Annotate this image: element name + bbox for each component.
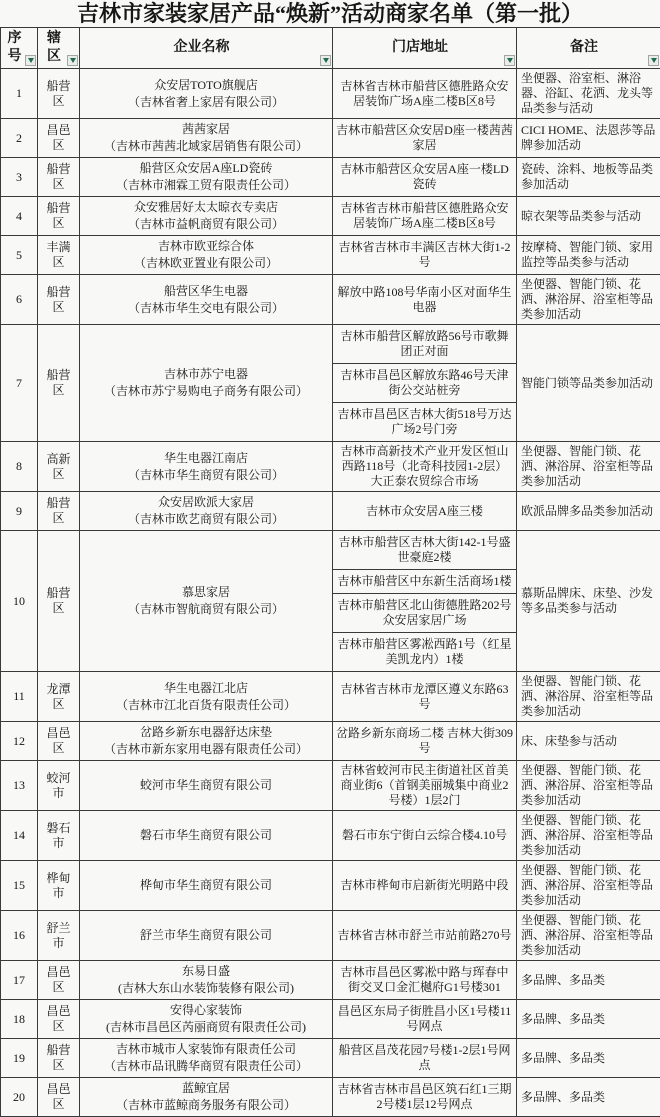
page-title: 吉林市家装家居产品“焕新”活动商家名单（第一批） [0,0,660,27]
cell-company [80,1039,333,1078]
cell-address: 吉林省吉林市船营区德胜路众安居装饰广场A座二楼B区8号 [333,197,517,236]
cell-address: 吉林省吉林市龙潭区遵义东路63号 [333,672,517,722]
company-legal-name: （吉林市新东家用电器有限责任公司） [83,741,329,758]
company-legal-name: （吉林市智航商贸有限公司） [83,601,329,618]
cell-remark: 多品牌、多品类 [517,961,660,1000]
cell-remark: 瓷砖、涂料、地板等品类参加活动 [517,158,660,197]
table-row [1,442,660,492]
table-row [1,325,660,364]
cell-company [80,197,333,236]
cell-address: 吉林市船营区中东新生活商场1楼 [333,570,517,594]
company-legal-name: （吉林市华生交电有限公司） [83,300,329,317]
cell-index: 15 [1,861,38,911]
company-store-name: 东易日盛 [83,963,329,980]
company-legal-name: （吉林市品讯腾华商贸有限责任公司） [83,1058,329,1075]
cell-company [80,158,333,197]
header-row [1,28,660,69]
cell-district: 丰满区 [38,236,80,275]
company-store-name: 众安居欧派大家居 [83,494,329,511]
cell-address: 吉林省吉林市丰满区吉林大街1-2号 [333,236,517,275]
col-header-district [38,28,80,69]
cell-index: 7 [1,325,38,442]
cell-remark: 坐便器、智能门锁、花洒、淋浴屏、浴室柜等品类参加活动 [517,911,660,961]
cell-index: 10 [1,531,38,672]
table-row [1,672,660,722]
table-row [1,119,660,158]
filter-arrow-icon [28,58,34,63]
table-row [1,961,660,1000]
company-store-name: 茜茜家居 [83,121,329,138]
cell-index: 12 [1,722,38,761]
company-legal-name: （吉林欧亚置业有限公司） [83,255,329,272]
company-store-name: 吉林市欧亚综合体 [83,238,329,255]
cell-address: 吉林市昌邑区解放东路46号天津街公交站桩旁 [333,364,517,403]
filter-button-company[interactable] [320,55,331,66]
cell-address: 吉林省吉林市昌邑区筑石红1三期2号楼1层12号网点 [333,1078,517,1117]
table-row [1,861,660,911]
cell-address: 吉林省蛟河市民主街道社区首美商业街6（首钢美丽城集中商业2号楼）1层2门 [333,761,517,811]
cell-remark: 晾衣架等品类参与活动 [517,197,660,236]
cell-company [80,325,333,442]
col-header-remark-label: 备注 [570,40,598,55]
cell-company [80,672,333,722]
cell-address: 磐石市东宁街白云综合楼4.10号 [333,811,517,861]
cell-company [80,531,333,672]
col-header-company [80,28,333,69]
company-legal-name: (吉林市昌邑区芮丽商贸有限责任公司) [83,1019,329,1036]
cell-address: 吉林市船营区吉林大街142-1号盛世豪庭2楼 [333,531,517,570]
company-legal-name: （吉林市茜茜北域家居销售有限公司） [83,138,329,155]
company-store-name: 蛟河市华生商贸有限公司 [83,777,329,794]
company-legal-name: （吉林市蓝鲸商务服务有限公司） [83,1097,329,1114]
company-legal-name: （吉林省奢上家居有限公司） [83,94,329,111]
company-store-name: 华生电器江北店 [83,680,329,697]
col-header-company-label: 企业名称 [174,40,230,55]
cell-remark: 坐便器、智能门锁、花洒、淋浴屏、浴室柜等品类参加活动 [517,861,660,911]
company-store-name: 磐石市华生商贸有限公司 [83,827,329,844]
cell-index: 11 [1,672,38,722]
cell-company [80,1078,333,1117]
cell-district: 船营区 [38,69,80,119]
company-legal-name: （吉林市华生商贸有限公司） [83,467,329,484]
cell-district: 昌邑区 [38,1078,80,1117]
cell-remark: 坐便器、智能门锁、花洒、淋浴屏、浴室柜等品类参加活动 [517,442,660,492]
company-legal-name: （吉林市江北百货有限责任公司） [83,697,329,714]
cell-company [80,69,333,119]
company-store-name: 船营区众安居A座LD瓷砖 [83,160,329,177]
table-header [1,28,660,69]
cell-address: 吉林市船营区解放路56号市歌舞团正对面 [333,325,517,364]
cell-district: 船营区 [38,492,80,531]
cell-address: 吉林省吉林市舒兰市站前路270号 [333,911,517,961]
table-row [1,1000,660,1039]
company-store-name: 众安雅居好太太晾衣专卖店 [83,199,329,216]
cell-company [80,911,333,961]
cell-remark: 坐便器、智能门锁、花洒、淋浴屏、浴室柜等品类参加活动 [517,275,660,325]
cell-index: 20 [1,1078,38,1117]
cell-district: 高新区 [38,442,80,492]
cell-index: 17 [1,961,38,1000]
cell-address: 吉林市船营区北山街德胜路202号众安居家居广场 [333,594,517,633]
company-store-name: 慕思家居 [83,584,329,601]
cell-index: 2 [1,119,38,158]
cell-company [80,961,333,1000]
cell-address: 吉林省吉林市船营区德胜路众安居装饰广场A座二楼B区8号 [333,69,517,119]
table-row [1,197,660,236]
cell-district: 蛟河市 [38,761,80,811]
table-row [1,69,660,119]
col-header-index-label: 序号 [8,31,22,64]
cell-company [80,722,333,761]
cell-district: 舒兰市 [38,911,80,961]
cell-remark: 坐便器、浴室柜、淋浴器、浴缸、花洒、龙头等品类参与活动 [517,69,660,119]
cell-index: 19 [1,1039,38,1078]
cell-address: 解放中路108号华南小区对面华生电器 [333,275,517,325]
filter-arrow-icon [323,58,329,63]
cell-district: 龙潭区 [38,672,80,722]
cell-company [80,492,333,531]
col-header-address [333,28,517,69]
cell-district: 昌邑区 [38,1000,80,1039]
cell-remark: 床、床垫参与活动 [517,722,660,761]
filter-button-index[interactable] [25,55,36,66]
cell-address: 吉林市众安居A座三楼 [333,492,517,531]
company-legal-name: （吉林市益帆商贸有限公司） [83,216,329,233]
filter-arrow-icon [70,58,76,63]
cell-district: 船营区 [38,531,80,672]
table-row [1,811,660,861]
table-row [1,531,660,570]
company-store-name: 吉林市城市人家装饰有限责任公司 [83,1041,329,1058]
filter-arrow-icon [651,58,657,63]
cell-company [80,761,333,811]
col-header-district-label: 辖区 [47,31,61,64]
cell-company [80,861,333,911]
cell-remark: 坐便器、智能门锁、花洒、淋浴屏、浴室柜等品类参加活动 [517,672,660,722]
table-row [1,236,660,275]
cell-address: 吉林市昌邑区雾凇中路与珲春中街交叉口金汇樾府G1号楼301 [333,961,517,1000]
cell-index: 8 [1,442,38,492]
filter-button-address[interactable] [504,55,515,66]
company-store-name: 蓝鲸宜居 [83,1080,329,1097]
company-legal-name: (吉林大东山水装饰装修有限公司) [83,980,329,997]
cell-company [80,1000,333,1039]
table-row [1,158,660,197]
table-row [1,1078,660,1117]
cell-district: 船营区 [38,325,80,442]
cell-district: 昌邑区 [38,961,80,1000]
cell-address: 吉林市昌邑区吉林大街518号万达广场2号门旁 [333,403,517,442]
cell-address: 吉林市船营区雾凇西路1号（红星美凯龙内）1楼 [333,633,517,672]
cell-index: 1 [1,69,38,119]
merchant-table [0,27,660,1117]
company-store-name: 华生电器江南店 [83,450,329,467]
cell-company [80,275,333,325]
cell-district: 船营区 [38,158,80,197]
col-header-remark [517,28,660,69]
cell-address: 吉林市高新技术产业开发区恒山西路118号（北奇科技园1-2层）大正泰农贸综合市场 [333,442,517,492]
cell-remark: 慕斯品牌床、床垫、沙发等多品类参与活动 [517,531,660,672]
cell-company [80,236,333,275]
cell-index: 16 [1,911,38,961]
company-store-name: 吉林市苏宁电器 [83,366,329,383]
table-row [1,911,660,961]
company-store-name: 船营区华生电器 [83,283,329,300]
filter-arrow-icon [507,58,513,63]
cell-index: 6 [1,275,38,325]
cell-remark: 多品牌、多品类 [517,1000,660,1039]
cell-district: 昌邑区 [38,722,80,761]
col-header-index [1,28,38,69]
cell-index: 14 [1,811,38,861]
table-row [1,492,660,531]
cell-remark: 多品牌、多品类 [517,1078,660,1117]
cell-remark: 多品牌、多品类 [517,1039,660,1078]
table-row [1,275,660,325]
cell-district: 船营区 [38,1039,80,1078]
cell-index: 13 [1,761,38,811]
cell-district: 磐石市 [38,811,80,861]
cell-district: 昌邑区 [38,119,80,158]
filter-button-district[interactable] [67,55,78,66]
cell-address: 吉林市船营区众安居A座一楼LD瓷砖 [333,158,517,197]
company-store-name: 桦甸市华生商贸有限公司 [83,877,329,894]
cell-remark: 按摩椅、智能门锁、家用监控等品类参与活动 [517,236,660,275]
cell-company [80,811,333,861]
company-store-name: 众安居TOTO旗舰店 [83,77,329,94]
filter-button-remark[interactable] [648,55,659,66]
cell-company [80,442,333,492]
company-store-name: 舒兰市华生商贸有限公司 [83,927,329,944]
cell-district: 船营区 [38,197,80,236]
col-header-address-label: 门店地址 [392,40,448,55]
cell-address: 岔路乡新东商场二楼 吉林大街309号 [333,722,517,761]
cell-address: 吉林市桦甸市启新街光明路中段 [333,861,517,911]
cell-remark: 欧派品牌多品类参加活动 [517,492,660,531]
cell-remark: CICI HOME、法恩莎等品牌参加活动 [517,119,660,158]
cell-company [80,119,333,158]
table-body [1,69,660,1117]
cell-remark: 坐便器、智能门锁、花洒、淋浴屏、浴室柜等品类参加活动 [517,811,660,861]
table-row [1,1039,660,1078]
company-store-name: 安得心家装饰 [83,1002,329,1019]
cell-index: 18 [1,1000,38,1039]
company-legal-name: （吉林市欧艺商贸有限公司） [83,511,329,528]
company-legal-name: （吉林市苏宁易购电子商务有限公司） [83,383,329,400]
cell-index: 4 [1,197,38,236]
table-row [1,722,660,761]
company-legal-name: （吉林市湘霖工贸有限责任公司） [83,177,329,194]
cell-index: 9 [1,492,38,531]
company-store-name: 岔路乡新东电器舒达床垫 [83,724,329,741]
cell-address: 昌邑区东局子街胜昌小区1号楼11号网点 [333,1000,517,1039]
cell-district: 船营区 [38,275,80,325]
cell-address: 船营区昌茂花园7号楼1-2层1号网点 [333,1039,517,1078]
cell-remark: 智能门锁等品类参加活动 [517,325,660,442]
cell-district: 桦甸市 [38,861,80,911]
cell-index: 5 [1,236,38,275]
cell-index: 3 [1,158,38,197]
cell-address: 吉林市船营区众安居D座一楼茜茜家居 [333,119,517,158]
table-row [1,761,660,811]
cell-remark: 坐便器、智能门锁、花洒、淋浴屏、浴室柜等品类参加活动 [517,761,660,811]
